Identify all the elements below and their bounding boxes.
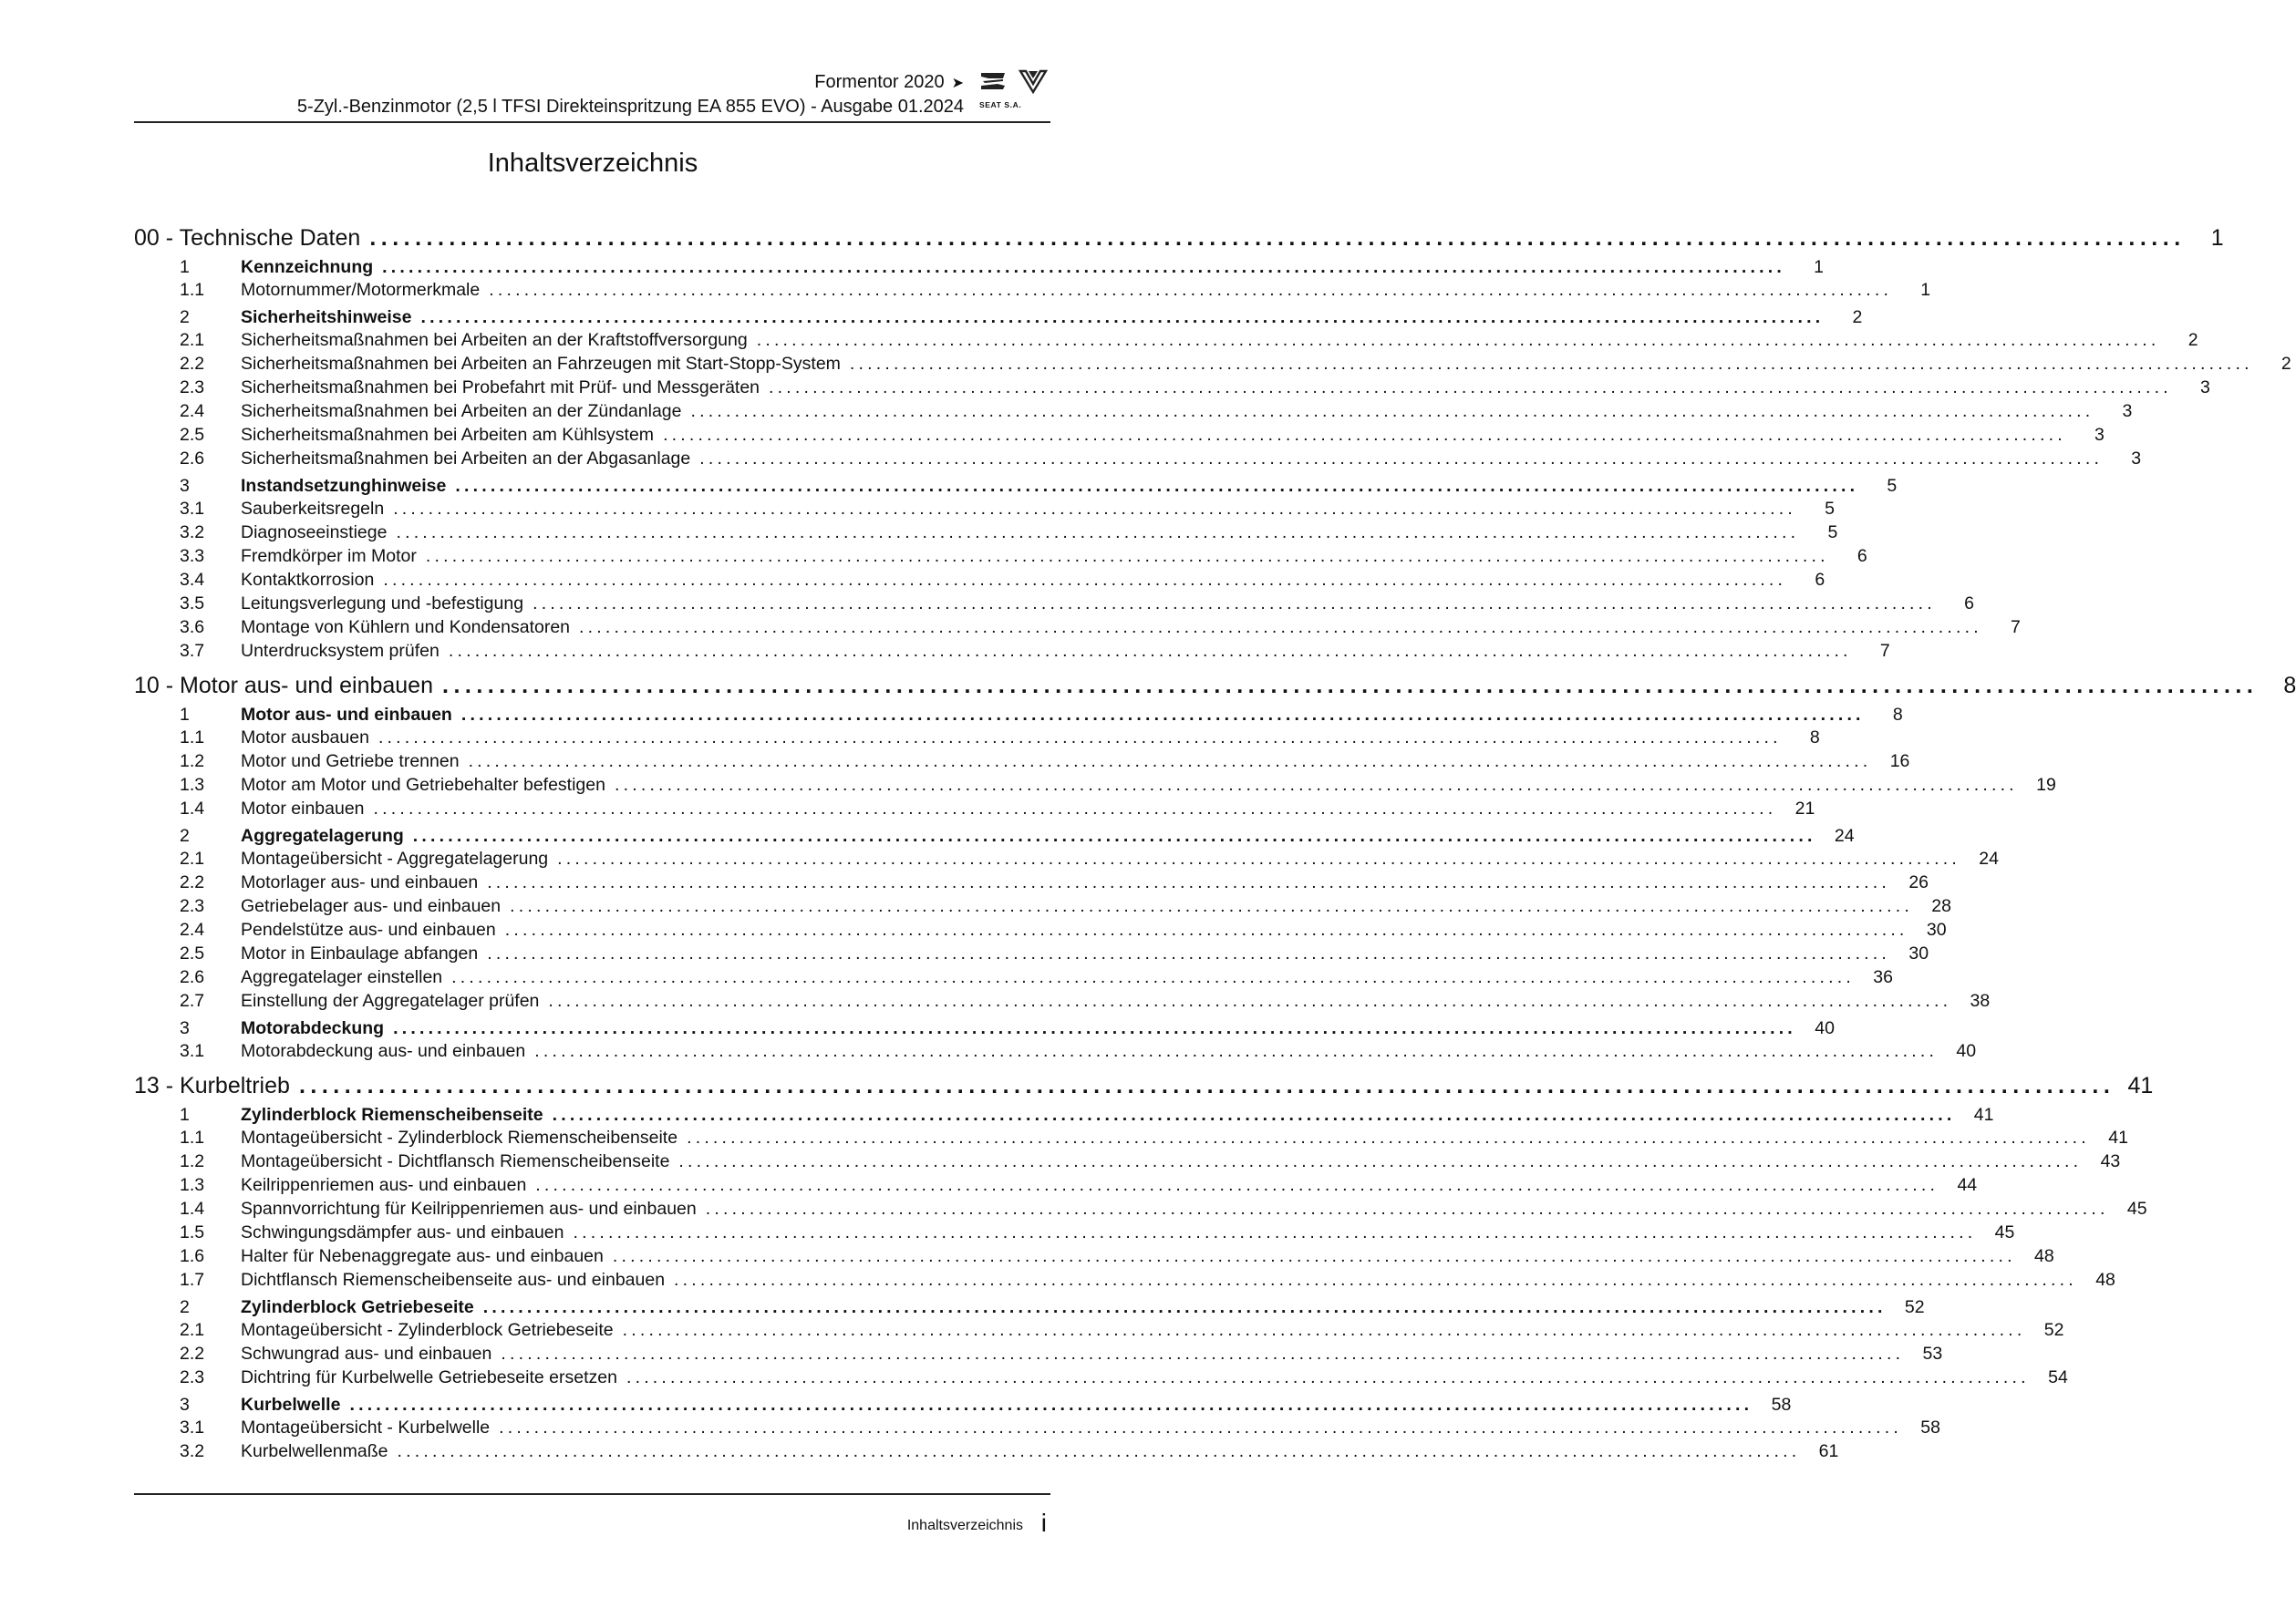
toc-entry-number: 2.3 — [180, 896, 205, 916]
toc-leader-dots: ................................................................................................................................................................ — [412, 826, 1816, 846]
toc-entry-label: Pendelstütze aus- und einbauen — [241, 920, 496, 940]
toc-entry-page: 3 — [2200, 377, 2210, 397]
toc-entry-number: 1.4 — [180, 799, 205, 819]
toc-leader-dots: ................................................................................................................................................................ — [501, 1344, 1905, 1364]
toc-entry-number: 1 — [180, 257, 190, 277]
toc-entry-number: 1.4 — [180, 1199, 205, 1219]
toc-entry-sub[interactable] — [134, 918, 1947, 942]
toc-entry-number: 1.6 — [180, 1246, 205, 1266]
toc-entry-page: 24 — [1979, 849, 1999, 869]
toc-entry-number: 2.5 — [180, 425, 205, 445]
brand-text: SEAT S.A. — [979, 100, 1022, 109]
toc-entry-label: Leitungsverlegung und -befestigung — [241, 593, 524, 613]
toc-entry-page: 54 — [2048, 1367, 2068, 1387]
toc-entry-page: 26 — [1908, 872, 1929, 892]
toc-entry-label: Schwingungsdämpfer aus- und einbauen — [241, 1222, 564, 1242]
footer-page-number: i — [1040, 1509, 1047, 1537]
toc-entry-number: 2.4 — [180, 920, 205, 940]
toc-leader-dots: ................................................................................................................................................................ — [487, 872, 1891, 892]
toc-entry-sub[interactable] — [134, 894, 1951, 918]
toc-leader-dots: ................................................................................................................................................................ — [499, 1418, 1902, 1438]
toc-entry-number: 2.4 — [180, 401, 205, 421]
toc-entry-page: 30 — [1926, 920, 1947, 940]
toc-entry-sub[interactable] — [134, 1244, 2054, 1268]
toc-entry-label: Sicherheitsmaßnahmen bei Probefahrt mit Prüf- und Messgeräten — [241, 377, 760, 397]
toc-entry-label: Motorabdeckung — [241, 1018, 385, 1038]
toc-entry-sec[interactable] — [134, 1104, 1994, 1126]
toc-leader-dots: ................................................................................................................................................................ — [349, 1395, 1753, 1415]
toc-entry-number: 3.4 — [180, 570, 205, 590]
header-model — [814, 71, 964, 95]
toc-entry-sub[interactable] — [134, 592, 1974, 615]
toc-entry-number: 2.1 — [180, 330, 205, 350]
toc-entry-label: Kurbelwelle — [241, 1395, 341, 1415]
toc-entry-page: 21 — [1794, 799, 1815, 819]
toc-entry-sub[interactable] — [134, 447, 2142, 470]
toc-entry-sub[interactable] — [134, 423, 2105, 447]
toc-entry-page: 5 — [1825, 499, 1836, 519]
toc-entry-label: Motor am Motor und Getriebehalter befestigen — [241, 775, 605, 795]
toc-entry-label: Instandsetzunghinweise — [241, 476, 447, 496]
toc-entry-sec[interactable] — [134, 1394, 1792, 1416]
toc-entry-page: 61 — [1818, 1441, 1839, 1461]
toc-entry-sec[interactable] — [134, 704, 1903, 726]
toc-entry-number: 1.2 — [180, 751, 205, 771]
toc-entry-label: Motorlager aus- und einbauen — [241, 872, 479, 892]
toc-leader-dots: ................................................................................................................................................................ — [573, 1222, 1977, 1242]
toc-entry-label: Getriebelager aus- und einbauen — [241, 896, 502, 916]
toc-entry-sub[interactable] — [134, 726, 1820, 749]
toc-entry-number: 1.2 — [180, 1151, 205, 1171]
toc-leader-dots: ................................................................................................................................................................ — [548, 991, 1952, 1011]
toc-entry-number: 3.5 — [180, 593, 205, 613]
toc-leader-dots: ................................................................................................................................................................ — [397, 1441, 1801, 1461]
toc-leader-dots: ................................................................................................................................................................ — [614, 775, 2018, 795]
toc-entry-sub[interactable] — [134, 568, 1825, 592]
toc-entry-sub[interactable] — [134, 749, 1910, 773]
toc-leader-dots: ................................................................................................................................................................ — [489, 280, 1893, 300]
toc-entry-page: 45 — [1994, 1222, 2015, 1242]
toc-entry-label: Zylinderblock Getriebeseite — [241, 1297, 474, 1317]
toc-entry-number: 3 — [180, 476, 190, 496]
toc-entry-page: 2 — [2280, 354, 2291, 374]
toc-entry-label: Aggregatelagerung — [241, 826, 404, 846]
footer-rule — [134, 1493, 1050, 1495]
toc-entry-label: Aggregatelager einstellen — [241, 967, 443, 987]
toc-entry-sub[interactable] — [134, 1126, 2128, 1150]
toc-entry-number: 1.7 — [180, 1270, 205, 1290]
toc-entry-sec[interactable] — [134, 825, 1855, 847]
toc-entry-page: 2 — [2187, 330, 2198, 350]
toc-entry-number: 2 — [180, 1297, 190, 1317]
toc-leader-dots: ................................................................................................................................................................ — [687, 1128, 2090, 1148]
toc-entry-label: Sicherheitshinweise — [241, 307, 412, 327]
toc-entry-sub[interactable] — [134, 278, 1931, 302]
toc-entry-sub[interactable] — [134, 1268, 2115, 1292]
toc-entry-page: 41 — [1973, 1105, 1994, 1125]
toc-entry-sub[interactable] — [134, 1197, 2147, 1221]
toc-entry-label: Motornummer/Motormerkmale — [241, 280, 481, 300]
toc-entry-page: 1 — [1814, 257, 1825, 277]
toc-entry-page: 41 — [2127, 1073, 2154, 1098]
toc-entry-sub[interactable] — [134, 942, 1929, 965]
toc-entry-label: Diagnoseeinstiege — [241, 522, 388, 542]
toc-entry-label: Sauberkeitsregeln — [241, 499, 385, 519]
toc-entry-number: 2.2 — [180, 872, 205, 892]
toc-entry-number: 3.3 — [180, 546, 205, 566]
toc-leader-dots: ................................................................................................................................................................ — [468, 751, 1872, 771]
toc-leader-dots: ................................................................................................................................................................ — [425, 546, 1829, 566]
toc-leader-dots: ................................................................................................................................................................ — [396, 522, 1800, 542]
toc-entry-number: 2.5 — [180, 943, 205, 964]
toc-entry-number: 2 — [180, 307, 190, 327]
toc-entry-page: 58 — [1771, 1395, 1792, 1415]
toc-entry-label: Spannvorrichtung für Keilrippenriemen aus- und einbauen — [241, 1199, 697, 1219]
toc-entry-number: 3 — [180, 1018, 190, 1038]
toc-entry-label: Sicherheitsmaßnahmen bei Arbeiten am Kühlsystem — [241, 425, 655, 445]
toc-entry-page: 3 — [2094, 425, 2105, 445]
toc-entry-sub[interactable] — [134, 544, 1867, 568]
toc-entry-sec[interactable] — [134, 1017, 1835, 1039]
toc-entry-sub[interactable] — [134, 497, 1836, 521]
toc-leader-dots: ................................................................................................................................................................ — [377, 727, 1782, 747]
cupra-logo-icon — [1019, 69, 1047, 93]
toc-entry-label: Keilrippenriemen aus- und einbauen — [241, 1175, 527, 1195]
toc-leader-dots: ................................................................................................................................................................ — [382, 257, 1786, 277]
arrow-icon: ➤ — [951, 76, 964, 91]
toc-leader-dots: ................................................................................................................................................................ — [626, 1367, 2030, 1387]
toc-entry-label: Kurbelwellenmaße — [241, 1441, 388, 1461]
toc-entry-label: Motor aus- und einbauen — [241, 705, 452, 725]
toc-entry-label: Unterdrucksystem prüfen — [241, 641, 440, 661]
brand-logos — [979, 71, 1050, 113]
toc-leader-dots: ................................................................................................................................................................ — [612, 1246, 2016, 1266]
toc-entry-label: Motor in Einbaulage abfangen — [241, 943, 479, 964]
toc-entry-sub[interactable] — [134, 399, 2133, 423]
toc-entry-number: 1.1 — [180, 280, 205, 300]
toc-entry-page: 6 — [1856, 546, 1867, 566]
toc-leader-dots: ................................................................................................................................................................ — [442, 673, 2259, 698]
toc-entry-page: 6 — [1815, 570, 1825, 590]
toc-entry-label: 13 - Kurbeltrieb — [134, 1073, 290, 1098]
toc-leader-dots: ................................................................................................................................................................ — [460, 705, 1865, 725]
toc-leader-dots: ................................................................................................................................................................ — [535, 1175, 1939, 1195]
toc-entry-sub[interactable] — [134, 1366, 2068, 1389]
toc-entry-page: 2 — [1852, 307, 1863, 327]
table-of-contents — [134, 215, 2296, 1463]
toc-leader-dots: ................................................................................................................................................................ — [705, 1199, 2109, 1219]
footer-label: Inhaltsverzeichnis — [906, 1518, 1023, 1533]
toc-leader-dots: ................................................................................................................................................................ — [533, 593, 1936, 613]
toc-leader-dots: ................................................................................................................................................................ — [699, 448, 2104, 469]
toc-entry-label: Zylinderblock Riemenscheibenseite — [241, 1105, 543, 1125]
toc-entry-label: Motor ausbauen — [241, 727, 369, 747]
toc-entry-sub[interactable] — [134, 1342, 1943, 1366]
toc-entry-page: 40 — [1815, 1018, 1835, 1038]
toc-entry-chap[interactable] — [134, 672, 2296, 699]
toc-entry-number: 1.5 — [180, 1222, 205, 1242]
toc-leader-dots: ................................................................................................................................................................ — [455, 476, 1859, 496]
toc-leader-dots: ................................................................................................................................................................ — [482, 1297, 1887, 1317]
toc-entry-page: 41 — [2108, 1128, 2128, 1148]
toc-entry-page: 53 — [1922, 1344, 1943, 1364]
toc-entry-number: 2.1 — [180, 1320, 205, 1340]
toc-entry-number: 1.1 — [180, 727, 205, 747]
toc-entry-page: 58 — [1920, 1418, 1940, 1438]
toc-entry-page: 5 — [1827, 522, 1838, 542]
toc-entry-page: 5 — [1887, 476, 1898, 496]
toc-entry-number: 2.6 — [180, 448, 205, 469]
toc-leader-dots: ................................................................................................................................................................ — [674, 1270, 2077, 1290]
toc-entry-page: 38 — [1970, 991, 1991, 1011]
toc-entry-label: Sicherheitsmaßnahmen bei Arbeiten an der Abgasanlage — [241, 448, 691, 469]
toc-entry-label: Motorabdeckung aus- und einbauen — [241, 1041, 526, 1061]
toc-entry-sub[interactable] — [134, 376, 2210, 399]
toc-entry-sub[interactable] — [134, 1150, 2121, 1173]
toc-leader-dots: ................................................................................................................................................................ — [510, 896, 1913, 916]
toc-entry-sub[interactable] — [134, 797, 1815, 820]
toc-entry-number: 2.1 — [180, 849, 205, 869]
toc-entry-number: 3.1 — [180, 499, 205, 519]
toc-entry-page: 8 — [1809, 727, 1820, 747]
toc-leader-dots: ................................................................................................................................................................ — [393, 499, 1797, 519]
toc-leader-dots: ................................................................................................................................................................ — [678, 1151, 2083, 1171]
toc-entry-chap[interactable] — [134, 1072, 2154, 1099]
toc-leader-dots: ................................................................................................................................................................ — [690, 401, 2094, 421]
toc-entry-number: 3.1 — [180, 1418, 205, 1438]
toc-entry-page: 6 — [1964, 593, 1974, 613]
toc-entry-sub[interactable] — [134, 871, 1929, 894]
toc-leader-dots: ................................................................................................................................................................ — [448, 641, 1852, 661]
toc-entry-label: Montageübersicht - Aggregatelagerung — [241, 849, 549, 869]
toc-entry-page: 40 — [1956, 1041, 1977, 1061]
toc-entry-number: 2.3 — [180, 377, 205, 397]
toc-entry-label: Kennzeichnung — [241, 257, 374, 277]
toc-entry-number: 2 — [180, 826, 190, 846]
toc-entry-sec[interactable] — [134, 1296, 1925, 1318]
toc-leader-dots: ................................................................................................................................................................ — [552, 1105, 1956, 1125]
toc-leader-dots: ................................................................................................................................................................ — [622, 1320, 2026, 1340]
toc-leader-dots: ................................................................................................................................................................ — [579, 617, 1982, 637]
page-title: Inhaltsverzeichnis — [487, 149, 698, 178]
toc-entry-page: 48 — [2095, 1270, 2115, 1290]
toc-leader-dots: ................................................................................................................................................................ — [373, 799, 1777, 819]
toc-entry-chap[interactable] — [134, 224, 2224, 252]
toc-entry-page: 3 — [2131, 448, 2142, 469]
toc-entry-page: 8 — [2283, 673, 2296, 698]
toc-entry-page: 19 — [2036, 775, 2056, 795]
toc-entry-number: 1 — [180, 705, 190, 725]
toc-entry-number: 3.2 — [180, 1441, 205, 1461]
toc-leader-dots: ................................................................................................................................................................ — [534, 1041, 1939, 1061]
toc-entry-label: Montageübersicht - Dichtflansch Riemenscheibenseite — [241, 1151, 670, 1171]
header-model-text: Formentor 2020 — [814, 72, 945, 92]
toc-entry-label: Sicherheitsmaßnahmen bei Arbeiten an der Kraftstoffversorgung — [241, 330, 748, 350]
toc-leader-dots: ................................................................................................................................................................ — [369, 225, 2186, 251]
toc-entry-page: 52 — [2043, 1320, 2064, 1340]
toc-entry-sub[interactable] — [134, 1416, 1940, 1439]
toc-entry-page: 3 — [2122, 401, 2133, 421]
toc-entry-label: Motor einbauen — [241, 799, 365, 819]
toc-entry-page: 8 — [1892, 705, 1903, 725]
toc-entry-number: 2.6 — [180, 967, 205, 987]
toc-entry-page: 36 — [1873, 967, 1893, 987]
toc-entry-number: 3 — [180, 1395, 190, 1415]
toc-entry-page: 24 — [1834, 826, 1855, 846]
toc-entry-sub[interactable] — [134, 615, 2021, 639]
toc-entry-number: 1.3 — [180, 1175, 205, 1195]
toc-entry-page: 52 — [1904, 1297, 1925, 1317]
toc-entry-page: 30 — [1908, 943, 1929, 964]
toc-entry-page: 1 — [2210, 225, 2224, 251]
toc-entry-sec[interactable] — [134, 306, 1863, 328]
toc-entry-number: 2.7 — [180, 991, 205, 1011]
toc-entry-sub[interactable] — [134, 1439, 1839, 1463]
toc-entry-label: Dichtflansch Riemenscheibenseite aus- und einbauen — [241, 1270, 666, 1290]
toc-entry-page: 45 — [2126, 1199, 2147, 1219]
toc-entry-label: Sicherheitsmaßnahmen bei Arbeiten an der Zündanlage — [241, 401, 682, 421]
toc-entry-sub[interactable] — [134, 1318, 2064, 1342]
toc-leader-dots: ................................................................................................................................................................ — [298, 1073, 2115, 1098]
toc-entry-label: 10 - Motor aus- und einbauen — [134, 673, 433, 698]
toc-entry-label: Montageübersicht - Zylinderblock Getriebeseite — [241, 1320, 614, 1340]
toc-entry-sub[interactable] — [134, 1039, 1977, 1063]
toc-entry-page: 7 — [1879, 641, 1890, 661]
toc-entry-sub[interactable] — [134, 847, 1999, 871]
toc-entry-page: 7 — [2011, 617, 2021, 637]
seat-logo-icon — [979, 71, 1007, 91]
toc-leader-dots: ................................................................................................................................................................ — [487, 943, 1891, 964]
toc-leader-dots: ................................................................................................................................................................ — [504, 920, 1908, 940]
toc-entry-number: 3.6 — [180, 617, 205, 637]
toc-leader-dots: ................................................................................................................................................................ — [420, 307, 1825, 327]
toc-entry-label: Montage von Kühlern und Kondensatoren — [241, 617, 571, 637]
toc-entry-sub[interactable] — [134, 989, 1991, 1013]
toc-leader-dots: ................................................................................................................................................................ — [557, 849, 1960, 869]
toc-leader-dots: ................................................................................................................................................................ — [393, 1018, 1796, 1038]
toc-leader-dots: ................................................................................................................................................................ — [769, 377, 2172, 397]
toc-entry-label: Fremdkörper im Motor — [241, 546, 417, 566]
toc-entry-number: 2.3 — [180, 1367, 205, 1387]
toc-entry-page: 28 — [1931, 896, 1951, 916]
toc-entry-sec[interactable] — [134, 256, 1825, 278]
toc-entry-label: Kontaktkorrosion — [241, 570, 375, 590]
toc-entry-number: 1 — [180, 1105, 190, 1125]
toc-entry-sub[interactable] — [134, 352, 2291, 376]
toc-entry-number: 1.1 — [180, 1128, 205, 1148]
toc-entry-sub[interactable] — [134, 1221, 2015, 1244]
header-rule — [134, 121, 1050, 123]
toc-entry-page: 44 — [1957, 1175, 1978, 1195]
toc-leader-dots: ................................................................................................................................................................ — [663, 425, 2066, 445]
toc-entry-number: 2.2 — [180, 1344, 205, 1364]
toc-entry-sub[interactable] — [134, 965, 1893, 989]
toc-entry-number: 3.7 — [180, 641, 205, 661]
toc-entry-label: 00 - Technische Daten — [134, 225, 361, 251]
header-subtitle: 5-Zyl.-Benzinmotor (2,5 l TFSI Direkteinspritzung EA 855 EVO) - Ausgabe 01.2024 — [296, 97, 964, 117]
toc-entry-label: Dichtring für Kurbelwelle Getriebeseite ersetzen — [241, 1367, 617, 1387]
toc-entry-sub[interactable] — [134, 1173, 1978, 1197]
toc-entry-label: Einstellung der Aggregatelager prüfen — [241, 991, 540, 1011]
toc-leader-dots: ................................................................................................................................................................ — [451, 967, 1855, 987]
toc-entry-number: 1.3 — [180, 775, 205, 795]
toc-leader-dots: ................................................................................................................................................................ — [849, 354, 2253, 374]
toc-entry-sub[interactable] — [134, 773, 2056, 797]
toc-entry-page: 43 — [2100, 1151, 2121, 1171]
toc-entry-sub[interactable] — [134, 639, 1890, 663]
toc-entry-sub[interactable] — [134, 328, 2198, 352]
toc-leader-dots: ................................................................................................................................................................ — [383, 570, 1787, 590]
toc-entry-number: 3.1 — [180, 1041, 205, 1061]
toc-entry-number: 2.2 — [180, 354, 205, 374]
toc-entry-number: 3.2 — [180, 522, 205, 542]
toc-entry-sec[interactable] — [134, 475, 1898, 497]
toc-leader-dots: ................................................................................................................................................................ — [756, 330, 2160, 350]
toc-entry-page: 48 — [2034, 1246, 2054, 1266]
toc-entry-sub[interactable] — [134, 521, 1838, 544]
toc-entry-label: Sicherheitsmaßnahmen bei Arbeiten an Fahrzeugen mit Start-Stopp-System — [241, 354, 841, 374]
toc-entry-label: Montageübersicht - Kurbelwelle — [241, 1418, 491, 1438]
toc-entry-page: 16 — [1889, 751, 1910, 771]
toc-entry-label: Halter für Nebenaggregate aus- und einbauen — [241, 1246, 604, 1266]
toc-entry-label: Motor und Getriebe trennen — [241, 751, 460, 771]
toc-entry-page: 1 — [1920, 280, 1931, 300]
toc-entry-label: Montageübersicht - Zylinderblock Riemenscheibenseite — [241, 1128, 678, 1148]
toc-entry-label: Schwungrad aus- und einbauen — [241, 1344, 492, 1364]
